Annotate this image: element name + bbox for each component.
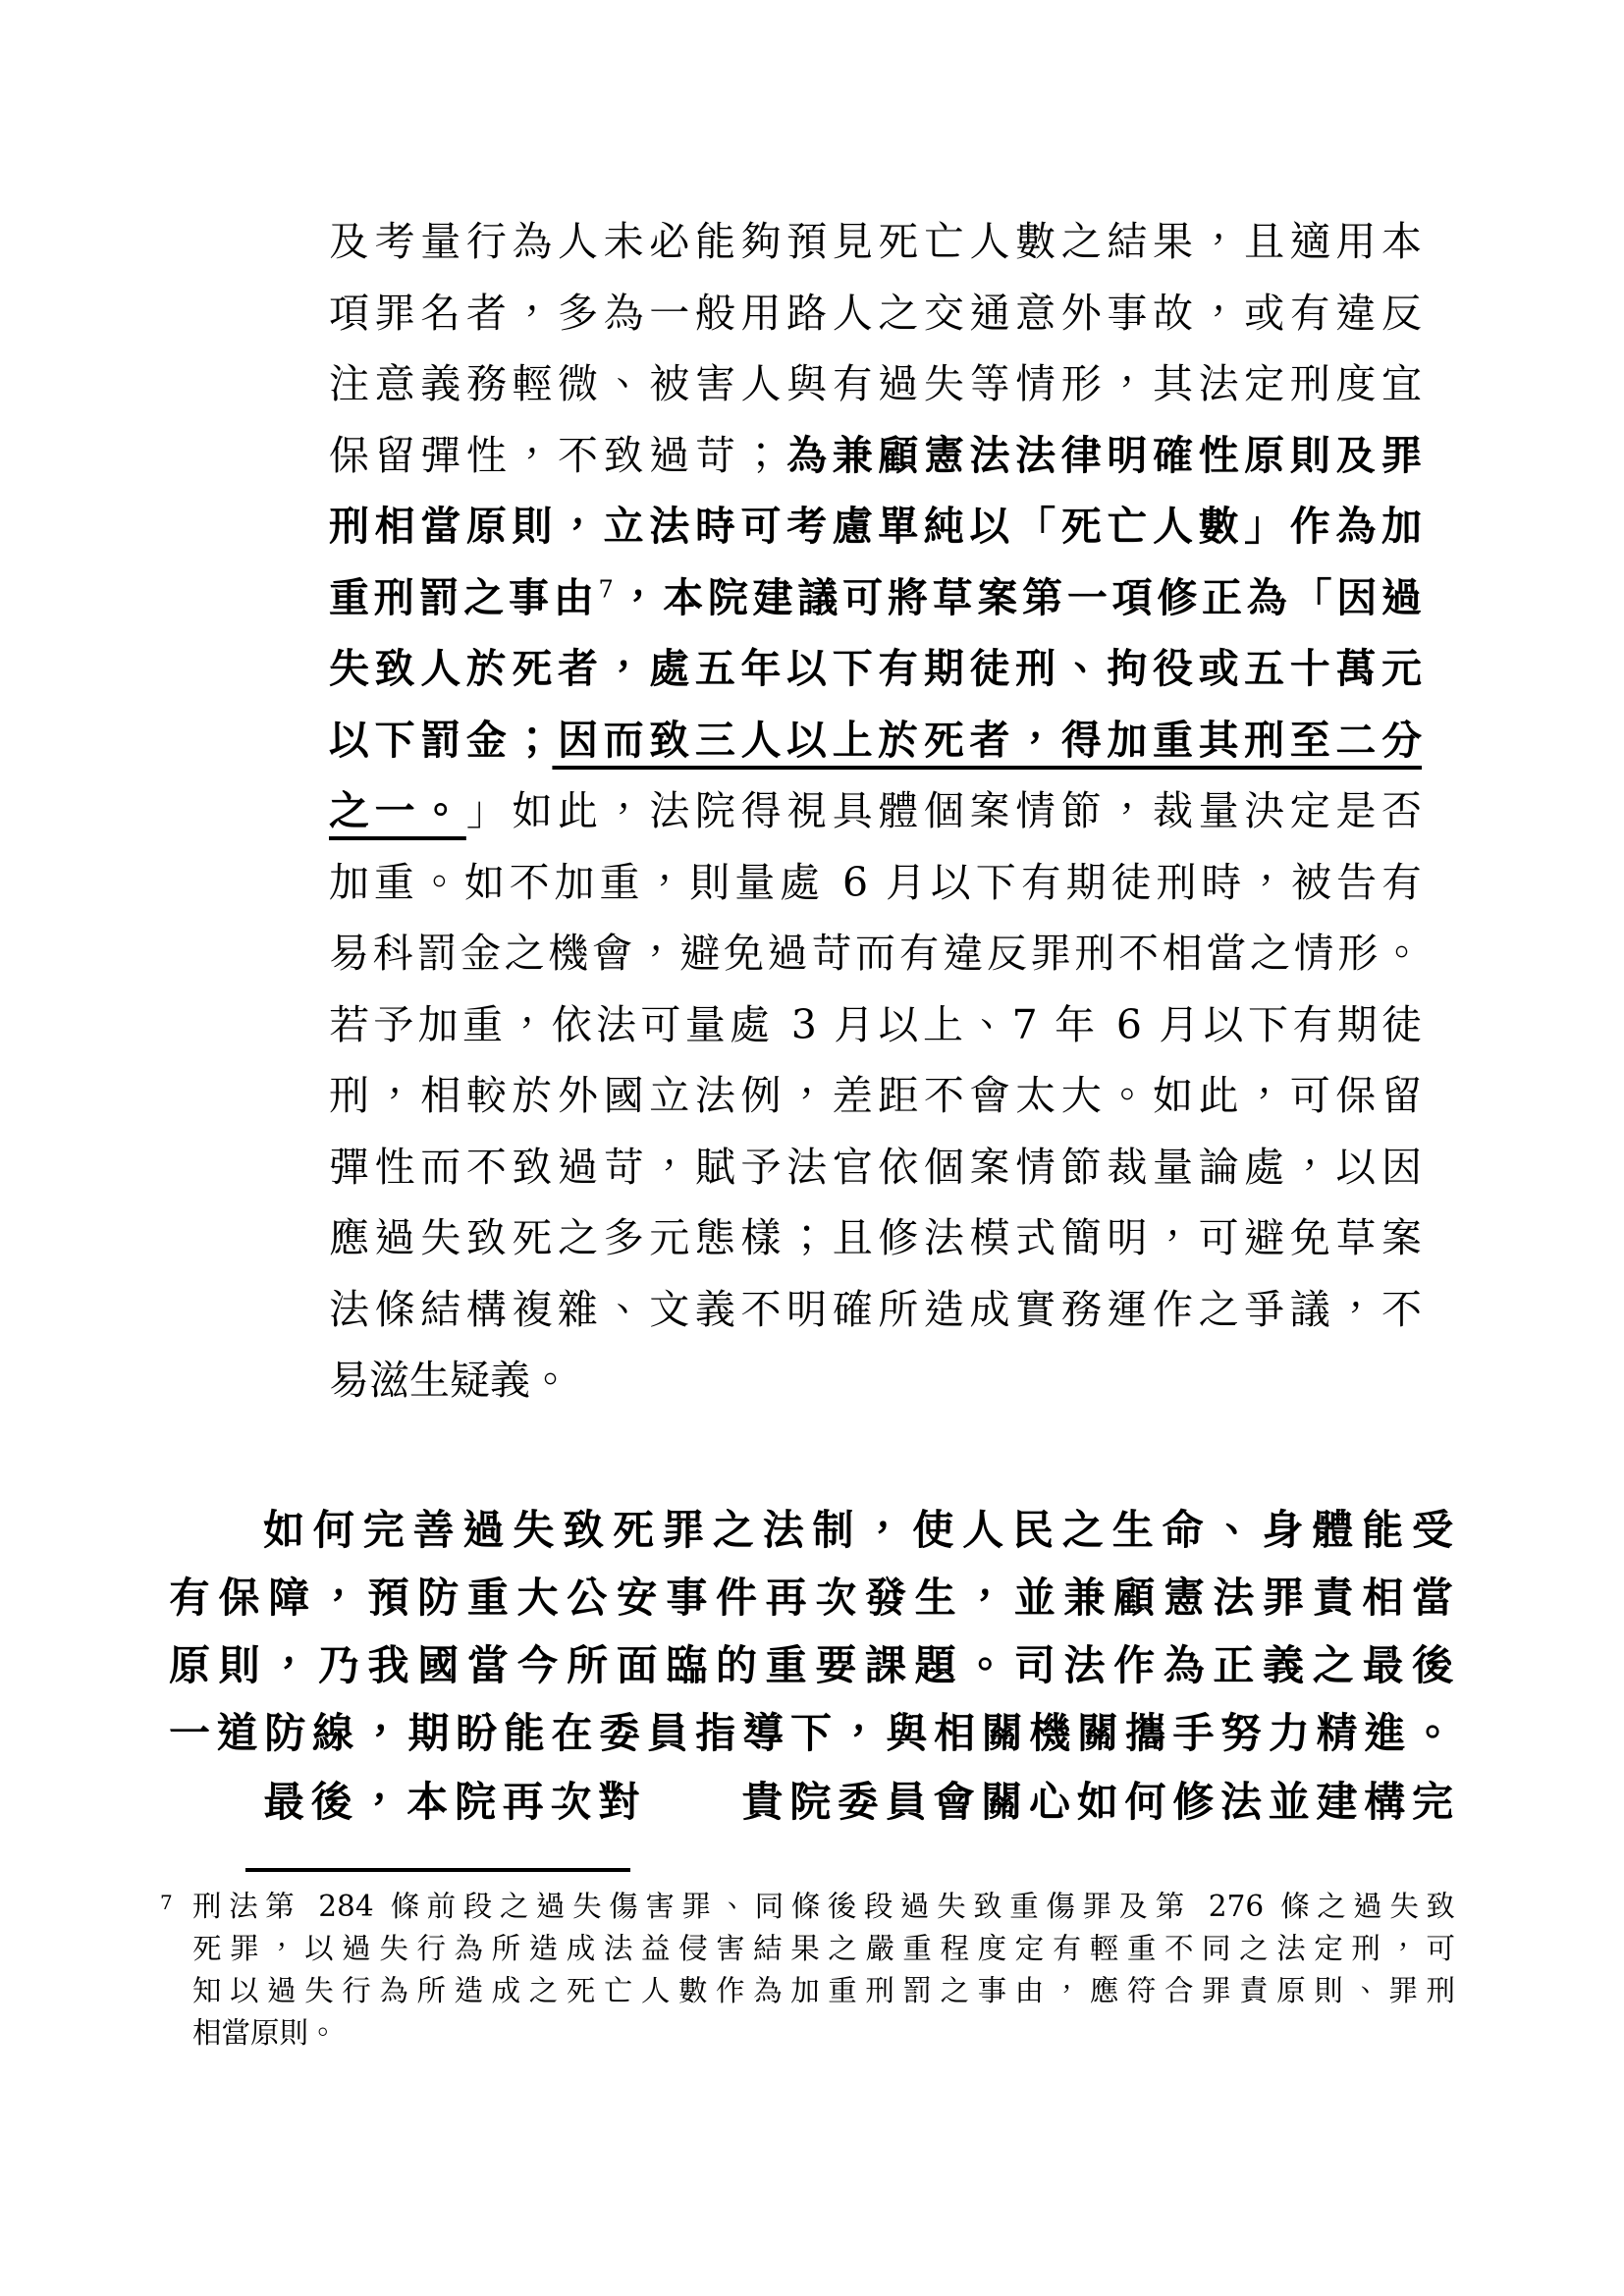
footnote-line: 刑法第 284 條前段之過失傷害罪、同條後段過失致重傷罪及第 276 條之過失致 xyxy=(192,1890,1455,1923)
indented-body-paragraph xyxy=(329,206,1422,1416)
body-line: 易科罰金之機會，避免過苛而有違反罪刑不相當之情形。 xyxy=(329,930,1422,977)
body-line: 法條結構複雜、文義不明確所造成實務運作之爭議，不 xyxy=(329,1285,1422,1333)
body-line: 易滋生疑義。 xyxy=(329,1357,570,1404)
closing-line: 一道防線，期盼能在委員指導下，與相關機關攜手努力精進。 xyxy=(169,1709,1453,1757)
body-line: 以下罰金；因而致三人以上於死者，得加重其刑至二分 xyxy=(329,716,1423,764)
footnote-line: 死罪，以過失行為所造成法益侵害結果之嚴重程度定有輕重不同之法定刑，可 xyxy=(192,1932,1455,1965)
body-line: 刑相當原則，立法時可考慮單純以「死亡人數」作為加 xyxy=(329,503,1422,550)
final-line: 最後，本院再次對 貴院委員會關心如何修法並建構完 xyxy=(263,1778,1453,1826)
closing-line: 有保障，預防重大公安事件再次發生，並兼顧憲法罪責相當 xyxy=(169,1574,1453,1622)
footnote-line: 知以過失行為所造成之死亡人數作為加重刑罰之事由，應符合罪責原則、罪刑 xyxy=(192,1974,1455,2007)
body-line: 刑，相較於外國立法例，差距不會太大。如此，可保留 xyxy=(329,1072,1422,1119)
body-line: 彈性而不致過苛，賦予法官依個案情節裁量論處，以因 xyxy=(329,1143,1422,1191)
body-line: 項罪名者，多為一般用路人之交通意外事故，或有違反 xyxy=(329,289,1422,337)
body-line: 若予加重，依法可量處 3 月以上、7 年 6 月以下有期徒 xyxy=(329,1000,1422,1048)
closing-line: 原則，乃我國當今所面臨的重要課題。司法作為正義之最後 xyxy=(169,1641,1453,1689)
footnote xyxy=(160,1886,1455,2055)
body-line: 及考量行為人未必能夠預見死亡人數之結果，且適用本 xyxy=(329,218,1422,265)
footnote-line: 相當原則。 xyxy=(192,2016,338,2050)
body-line: 保留彈性，不致過苛；為兼顧憲法法律明確性原則及罪 xyxy=(329,431,1423,479)
body-line: 注意義務輕微、被害人與有過失等情形，其法定刑度宜 xyxy=(329,360,1422,407)
body-line-with-footnote-ref: 重刑罰之事由$^7$，本院建議可將草案第一項修正為「因過 xyxy=(329,573,1423,621)
body-line: 失致人於死者，處五年以下有期徒刑、拘役或五十萬元 xyxy=(329,645,1422,692)
closing-line: 如何完善過失致死罪之法制，使人民之生命、身體能受 xyxy=(263,1506,1453,1554)
footnote-marker: 7 xyxy=(160,1891,173,1914)
body-line: 應過失致死之多元態樣；且修法模式簡明，可避免草案 xyxy=(329,1214,1422,1261)
body-line: 之一。」如此，法院得視具體個案情節，裁量決定是否 xyxy=(329,787,1422,834)
final-paragraph xyxy=(169,1768,1453,1836)
body-line: 加重。如不加重，則量處 6 月以下有期徒刑時，被告有 xyxy=(329,858,1422,906)
closing-paragraph xyxy=(169,1496,1453,1767)
footnote-separator-rule xyxy=(245,1868,630,1872)
